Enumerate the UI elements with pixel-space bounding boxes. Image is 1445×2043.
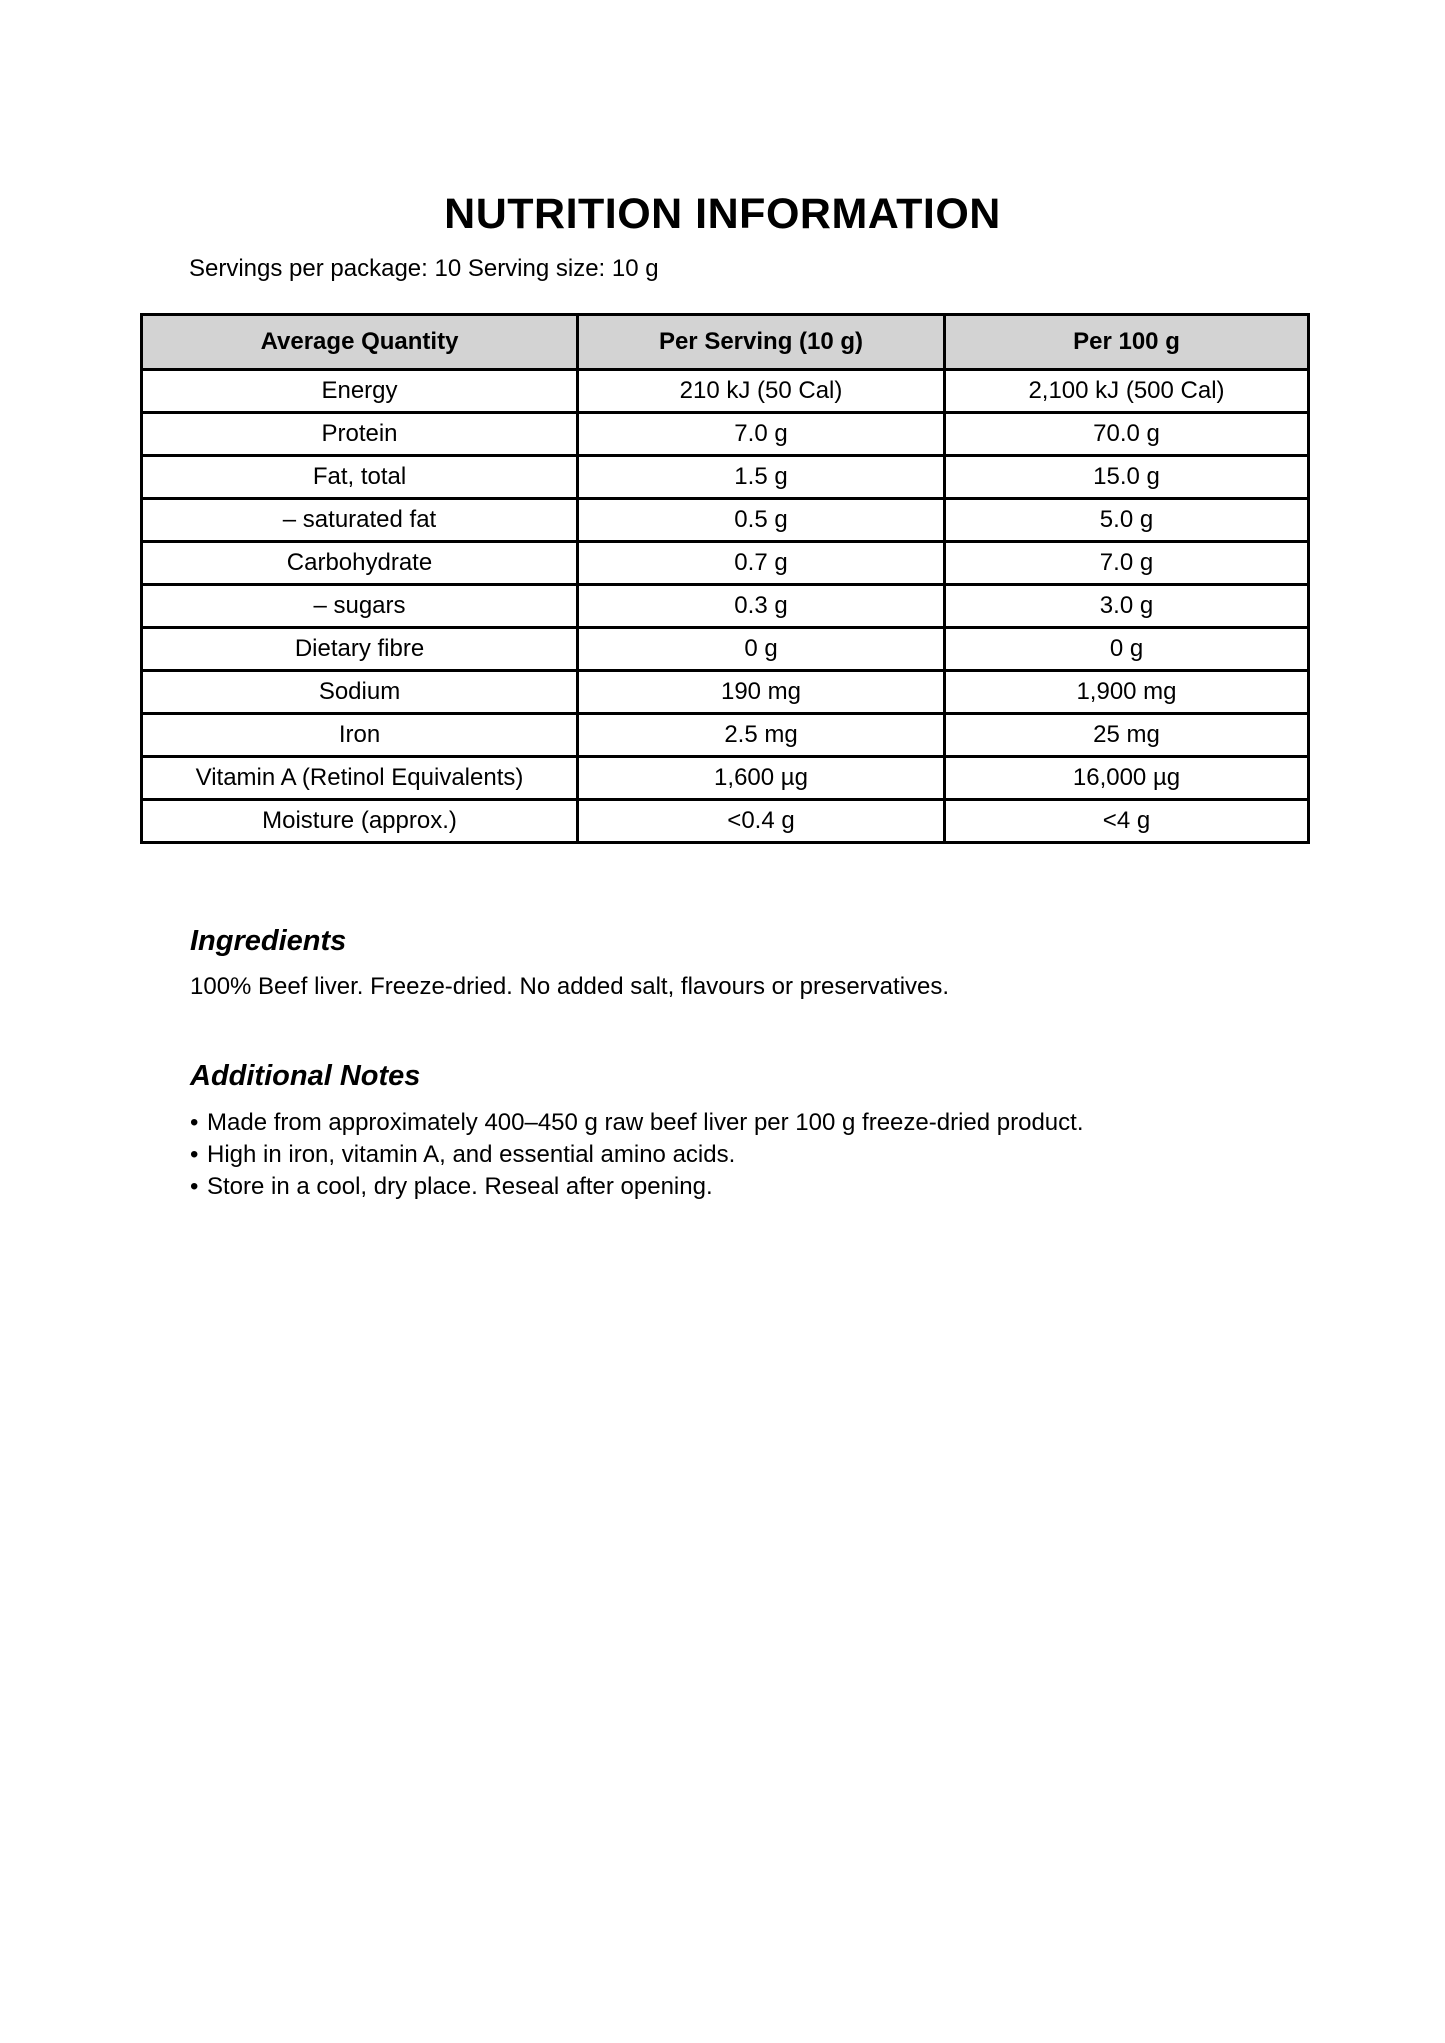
table-cell-per-serving: 0.5 g bbox=[578, 499, 945, 542]
table-cell-per-100g: 16,000 µg bbox=[945, 757, 1309, 800]
note-item bbox=[190, 1171, 1083, 1203]
note-text: Store in a cool, dry place. Reseal after opening. bbox=[207, 1173, 713, 1200]
table-row bbox=[142, 800, 1309, 843]
table-cell-label: Fat, total bbox=[142, 456, 578, 499]
table-row bbox=[142, 456, 1309, 499]
table-header-per-100g: Per 100 g bbox=[945, 315, 1309, 370]
table-row bbox=[142, 714, 1309, 757]
table-cell-label: Sodium bbox=[142, 671, 578, 714]
table-row bbox=[142, 585, 1309, 628]
table-header-average-quantity: Average Quantity bbox=[142, 315, 578, 370]
table-cell-per-100g: 0 g bbox=[945, 628, 1309, 671]
table-cell-per-serving: 2.5 mg bbox=[578, 714, 945, 757]
table-cell-label: – sugars bbox=[142, 585, 578, 628]
ingredients-text: 100% Beef liver. Freeze-dried. No added salt, flavours or preservatives. bbox=[190, 973, 950, 1000]
table-cell-per-100g: 1,900 mg bbox=[945, 671, 1309, 714]
additional-notes-heading: Additional Notes bbox=[190, 1060, 421, 1092]
table-row bbox=[142, 671, 1309, 714]
table-cell-label: Vitamin A (Retinol Equivalents) bbox=[142, 757, 578, 800]
table-cell-per-100g: 2,100 kJ (500 Cal) bbox=[945, 370, 1309, 413]
table-row bbox=[142, 499, 1309, 542]
bullet-icon: • bbox=[190, 1141, 199, 1168]
note-item bbox=[190, 1107, 1083, 1139]
table-header-row bbox=[142, 315, 1309, 370]
table-cell-label: Carbohydrate bbox=[142, 542, 578, 585]
table-cell-per-100g: 7.0 g bbox=[945, 542, 1309, 585]
table-cell-per-serving: 190 mg bbox=[578, 671, 945, 714]
table-cell-per-serving: 1,600 µg bbox=[578, 757, 945, 800]
table-cell-per-serving: 0 g bbox=[578, 628, 945, 671]
table-cell-label: – saturated fat bbox=[142, 499, 578, 542]
table-cell-per-serving: <0.4 g bbox=[578, 800, 945, 843]
ingredients-heading: Ingredients bbox=[190, 925, 347, 957]
table-cell-label: Energy bbox=[142, 370, 578, 413]
table-cell-label: Dietary fibre bbox=[142, 628, 578, 671]
table-cell-per-serving: 1.5 g bbox=[578, 456, 945, 499]
table-cell-per-100g: <4 g bbox=[945, 800, 1309, 843]
table-cell-per-100g: 3.0 g bbox=[945, 585, 1309, 628]
table-cell-per-100g: 25 mg bbox=[945, 714, 1309, 757]
nutrition-table bbox=[140, 313, 1310, 844]
table-cell-per-100g: 70.0 g bbox=[945, 413, 1309, 456]
table-cell-label: Iron bbox=[142, 714, 578, 757]
bullet-icon: • bbox=[190, 1173, 199, 1200]
table-header-per-serving: Per Serving (10 g) bbox=[578, 315, 945, 370]
table-row bbox=[142, 542, 1309, 585]
table-row bbox=[142, 413, 1309, 456]
table-cell-per-serving: 7.0 g bbox=[578, 413, 945, 456]
page-title: NUTRITION INFORMATION bbox=[444, 190, 1001, 238]
table-cell-label: Moisture (approx.) bbox=[142, 800, 578, 843]
table-row bbox=[142, 628, 1309, 671]
table-cell-per-100g: 15.0 g bbox=[945, 456, 1309, 499]
table-cell-per-serving: 0.3 g bbox=[578, 585, 945, 628]
nutrition-table-body bbox=[142, 370, 1309, 843]
table-cell-label: Protein bbox=[142, 413, 578, 456]
note-text: High in iron, vitamin A, and essential amino acids. bbox=[207, 1141, 736, 1168]
table-row bbox=[142, 757, 1309, 800]
bullet-icon: • bbox=[190, 1109, 199, 1136]
table-cell-per-serving: 0.7 g bbox=[578, 542, 945, 585]
additional-notes-list bbox=[190, 1107, 1083, 1203]
table-row bbox=[142, 370, 1309, 413]
note-item bbox=[190, 1139, 1083, 1171]
note-text: Made from approximately 400–450 g raw beef liver per 100 g freeze-dried product. bbox=[207, 1109, 1084, 1136]
table-cell-per-serving: 210 kJ (50 Cal) bbox=[578, 370, 945, 413]
table-cell-per-100g: 5.0 g bbox=[945, 499, 1309, 542]
servings-line: Servings per package: 10 Serving size: 10 g bbox=[189, 255, 659, 282]
